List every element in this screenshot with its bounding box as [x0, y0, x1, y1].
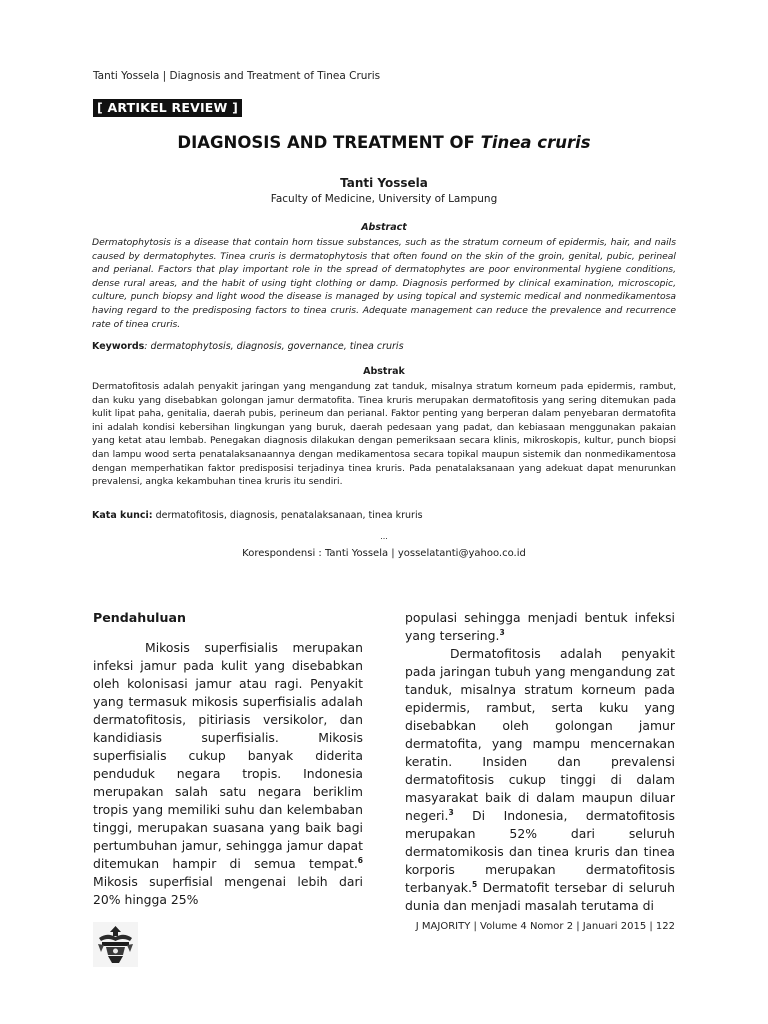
university-seal-icon: [93, 922, 138, 967]
author-name: Tanti Yossela: [340, 176, 428, 190]
section-heading: Pendahuluan: [93, 610, 186, 625]
keywords-text: : dermatophytosis, diagnosis, governance, tinea cruris: [144, 341, 404, 352]
body-paragraph: [405, 645, 675, 915]
citation-ref: 6: [357, 855, 363, 865]
paragraph-text: Dermatofitosis adalah penyakit pada jaringan tubuh yang mengandung zat tanduk, misalnya stratum korneum pada epidermis, rambut, serta kuku yang disebabkan oleh golongan jamur dermatofita, yang mampu mencernakan keratin. Insiden dan prevalensi dermatofitosis cukup tinggi di dalam masyarakat baik di dalam maupun diluar negeri.: [405, 646, 675, 823]
keywords-label: Keywords: [92, 341, 145, 352]
abstract-heading: Abstract: [361, 222, 407, 233]
correspondence-line: Korespondensi : Tanti Yossela | yosselatanti@yahoo.co.id: [242, 548, 526, 559]
abstrak-heading: Abstrak: [363, 366, 405, 377]
article-title: [0, 133, 768, 152]
running-header: Tanti Yossela | Diagnosis and Treatment of Tinea Cruris: [93, 70, 381, 82]
body-column-left: [93, 609, 363, 909]
body-paragraph: [405, 609, 675, 645]
body-column-right: [405, 609, 675, 915]
article-type-badge: [ ARTIKEL REVIEW ]: [93, 99, 242, 117]
page-footer: J MAJORITY | Volume 4 Nomor 2 | Januari 2015 | 122: [415, 921, 675, 932]
abstract-text: Dermatophytosis is a disease that contain horn tissue substances, such as the stratum corneum of epidermis, hair, and nails caused by dermatophytes. Tinea cruris is dermatophytosis that often found on the skin of the groin, genital, pubic, perineal and perianal. Factors that play important role in the spread of dermatophytes are poor environmental hygiene conditions, dense rural areas, and the habit of using tight clothing or damp. Diagnosis performed by clinical examination, microscopic, culture, punch biopsy and light wood the disease is managed by using topical and systemic medical and nonmedikamentosa having regard to the predisposing factors to tinea cruris. Adequate management can reduce the prevalence and recurrence rate of tinea cruris.: [92, 237, 676, 330]
paragraph-text: Di Indonesia, dermatofitosis merupakan 52% dari seluruh dermatomikosis dan tinea kruris dan tinea korporis merupakan dermatofitosis terbanyak.: [405, 808, 675, 895]
kata-kunci-text: dermatofitosis, diagnosis, penatalaksanaan, tinea kruris: [152, 510, 423, 521]
title-main: DIAGNOSIS AND TREATMENT OF: [177, 133, 481, 152]
kata-kunci-line: [92, 510, 676, 521]
paragraph-text: Mikosis superfisial mengenai lebih dari 20% hingga 25%: [93, 874, 363, 907]
abstrak-text: Dermatofitosis adalah penyakit jaringan yang mengandung zat tanduk, misalnya stratum korneum pada epidermis, rambut, dan kuku yang disebabkan golongan jamur dermatofita. Tinea kruris merupakan dermatofitosis yang sering ditemukan pada kulit lipat paha, genitalia, daerah pubis, perineum dan perianal. Faktor penting yang berperan dalam penyebaran dermatofita ini adalah kondisi kebersihan lingkungan yang buruk, daerah pedesaan yang padat, dan kebiasaan menggunakan pakaian yang ketat atau lembab. Penegakan diagnosis dilakukan dengan pemeriksaan secara klinis, mikroskopis, kultur, punch biopsi dan lampu wood serta penatalaksanaannya dengan medikamentosa secara topikal maupun sistemik dan nonmedikamentosa dengan memperhatikan faktor predisposisi terjadinya tinea kruris. Pada penatalaksanaan yang adekuat dapat menurunkan prevalensi, angka kekambuhan tinea kruris itu sendiri.: [92, 381, 676, 488]
citation-ref: 3: [448, 807, 454, 817]
paragraph-text: Dermatofit tersebar di seluruh dunia dan menjadi masalah terutama di: [405, 880, 675, 913]
paragraph-text: Mikosis superfisialis merupakan infeksi jamur pada kulit yang disebabkan oleh kolonisasi jamur atau ragi. Penyakit yang termasuk mikosis superfisialis adalah dermatofitosis, pitiriasis versikolor, dan kandidiasis superfisialis. Mikosis superfisialis cukup banyak diderita penduduk negara tropis. Indonesia merupakan salah satu negara beriklim tropis yang memiliki suhu dan kelembaban tinggi, merupakan suasana yang baik bagi pertumbuhan jamur, sehingga jamur dapat ditemukan hampir di semua tempat.: [93, 640, 363, 871]
kata-kunci-label: Kata kunci:: [92, 510, 153, 521]
author-affiliation: Faculty of Medicine, University of Lampung: [270, 193, 498, 205]
paragraph-text: populasi sehingga menjadi bentuk infeksi yang tersering.: [405, 610, 675, 643]
separator-ellipsis: ...: [380, 532, 388, 541]
title-species: Tinea cruris: [480, 133, 591, 152]
citation-ref: 3: [499, 627, 505, 637]
citation-ref: 5: [471, 879, 478, 889]
keywords-line: [92, 341, 676, 352]
body-paragraph: [93, 639, 363, 909]
